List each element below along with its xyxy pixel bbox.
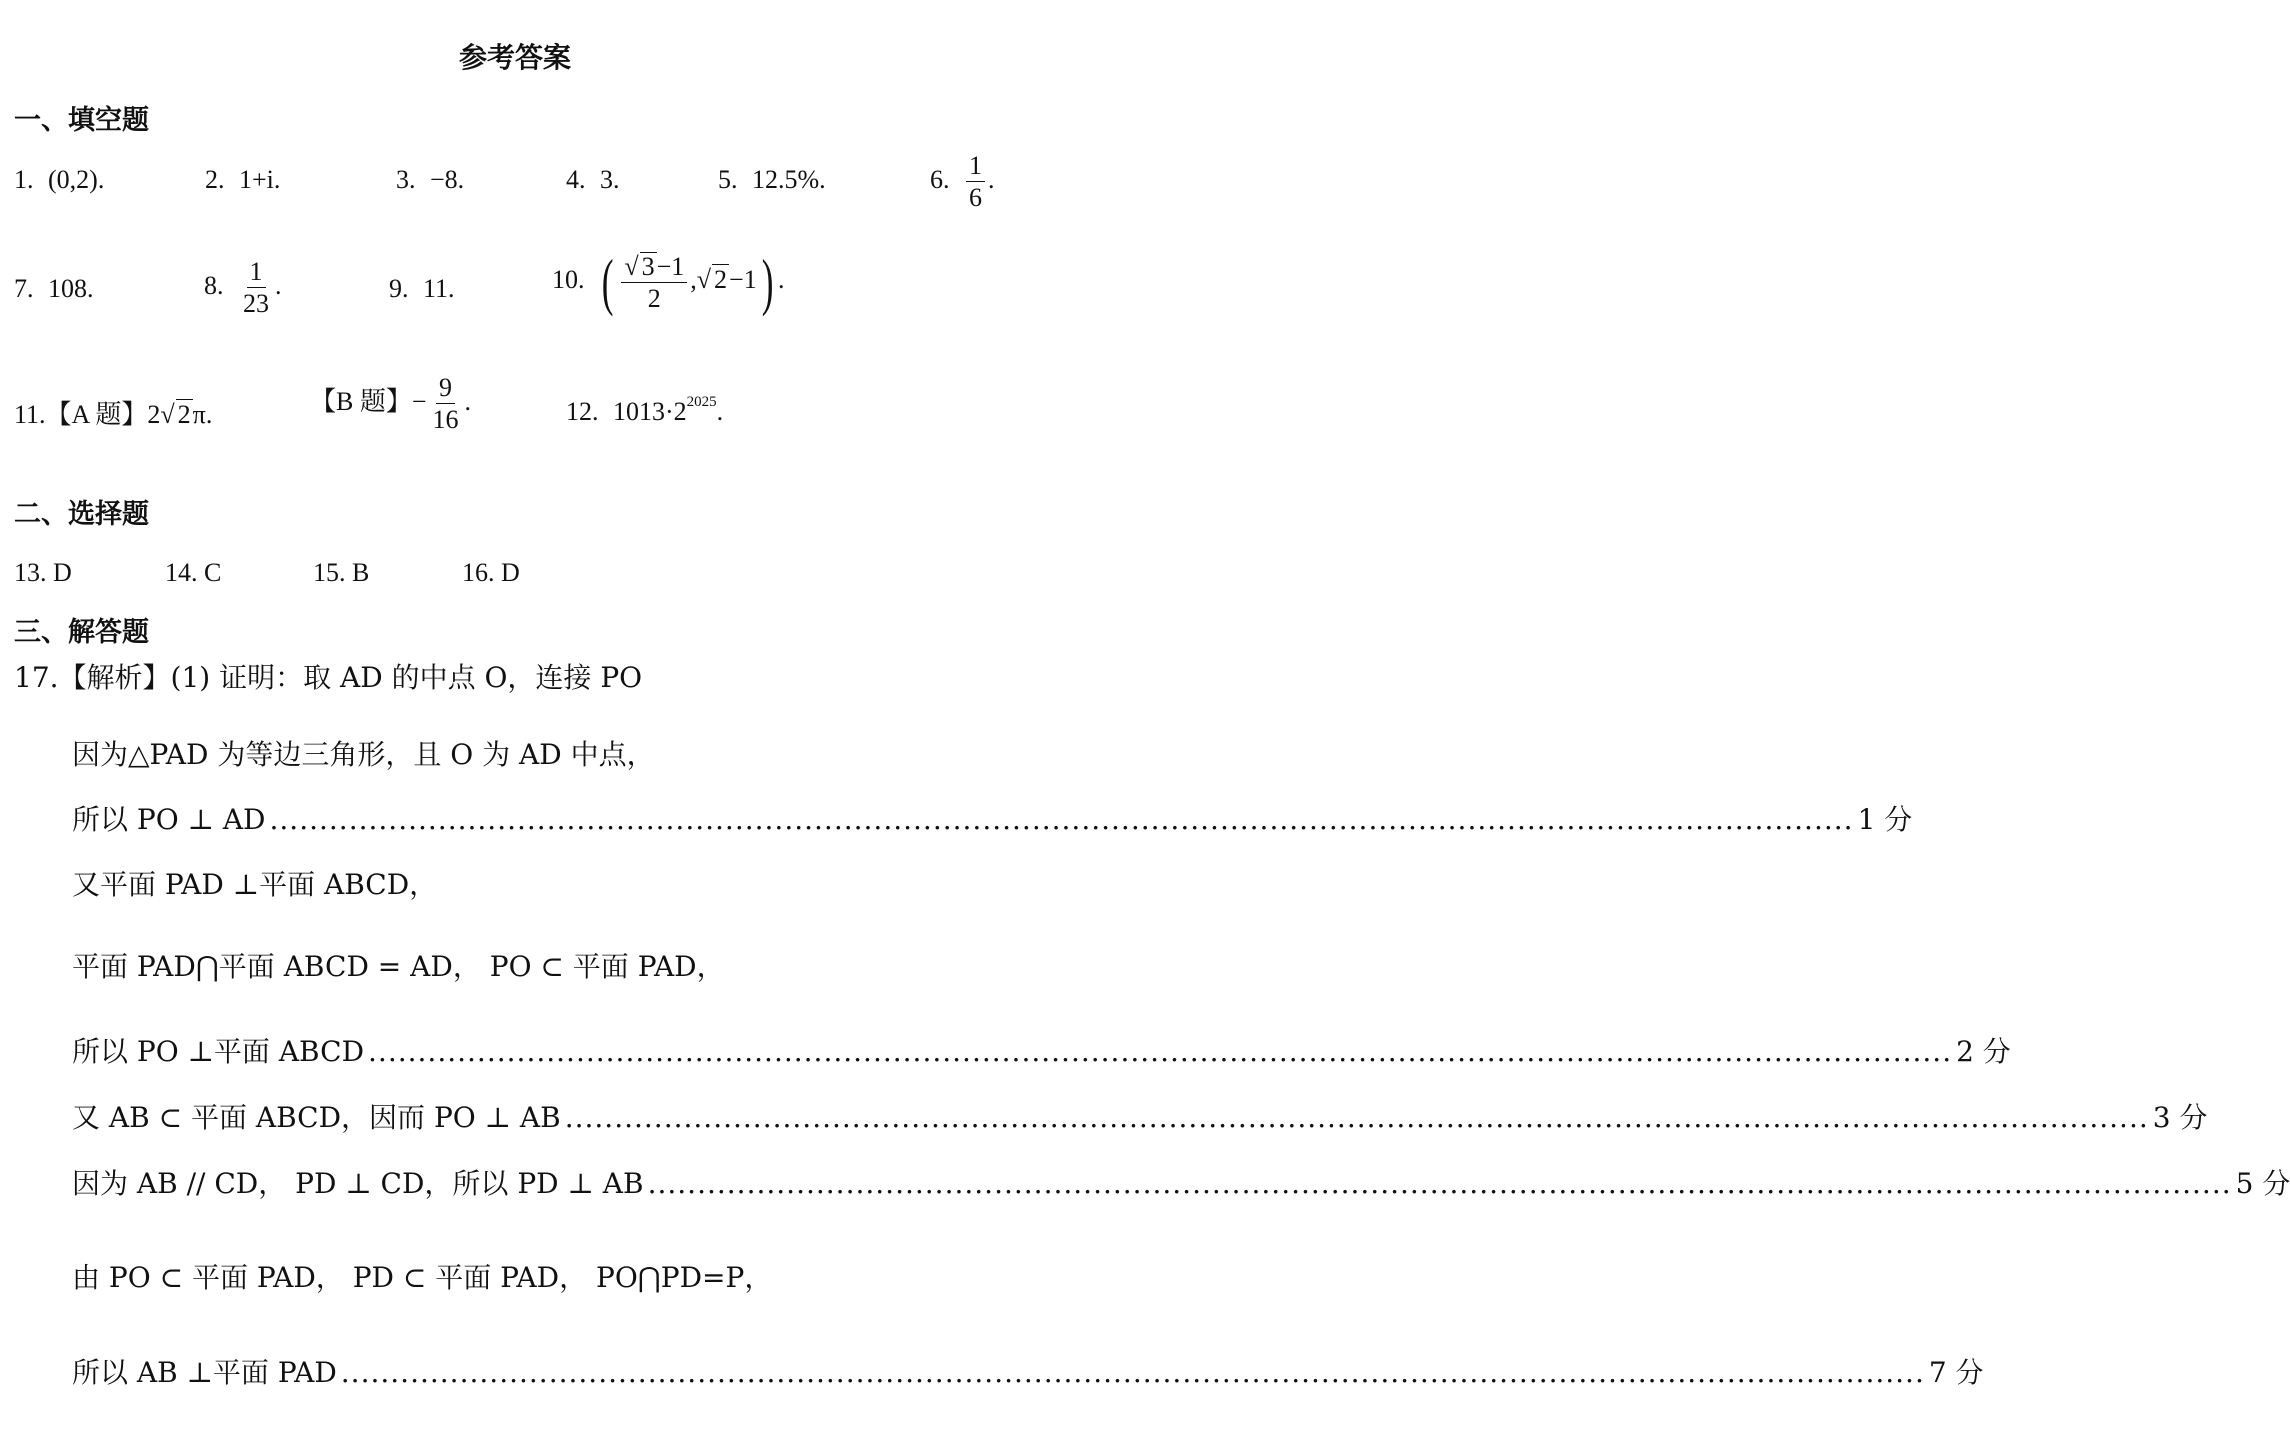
q11-b-denominator: 16	[432, 405, 459, 435]
proof-line-6	[72, 1096, 2208, 1136]
q10-left-paren: (	[601, 246, 614, 317]
proof-line-3: 又平面 PAD ⊥平面 ABCD，	[72, 868, 438, 901]
q7-answer: 108	[48, 274, 87, 303]
q6-numerator: 1	[966, 152, 985, 182]
q6-denominator: 6	[969, 183, 982, 213]
q12-number: 12.	[566, 397, 599, 426]
q11-b-fraction	[430, 374, 462, 434]
q3-number: 3.	[396, 165, 416, 194]
q7-number: 7.	[14, 274, 34, 303]
q10-radicand-2: 2	[714, 264, 728, 294]
proof-line-9-text: 所以 AB ⊥平面 PAD	[72, 1356, 337, 1389]
choice-14: 14. C	[165, 558, 222, 587]
answer-6	[930, 152, 995, 212]
answer-4	[566, 165, 620, 195]
q10-numerator: √ 3−1	[621, 252, 687, 283]
q11-b-sign: −	[411, 386, 427, 416]
answer-2	[205, 165, 280, 195]
q10-radicand-1: 3	[641, 251, 655, 281]
q4-number: 4.	[566, 165, 586, 194]
proof-line-8: 由 PO ⊂ 平面 PAD， PD ⊂ 平面 PAD， PO⋂PD=P，	[72, 1261, 773, 1294]
section-choice: 二、选择题	[14, 499, 149, 530]
q6-fraction	[966, 152, 985, 212]
proof-line-7-score: 5 分	[2235, 1167, 2290, 1200]
q10-period: .	[778, 264, 785, 294]
q12-base: 1013·2	[613, 397, 687, 426]
q10-right-paren: )	[761, 246, 774, 317]
choice-16: 16. D	[462, 558, 520, 587]
section-solutions: 三、解答题	[14, 617, 149, 648]
answer-9	[389, 274, 455, 304]
q10-minus-2: −1	[729, 264, 757, 294]
q3-answer: −8	[430, 165, 458, 194]
answer-5	[718, 165, 826, 195]
q8-period: .	[275, 270, 282, 300]
q4-period: .	[613, 165, 620, 194]
page-title: 参考答案	[458, 41, 571, 74]
choice-15: 15. B	[313, 558, 370, 587]
q1-answer: (0,2)	[48, 165, 98, 194]
answer-12	[566, 394, 723, 427]
proof-line-2-score: 1 分	[1857, 803, 1913, 836]
proof-line-6-text: 又 AB ⊂ 平面 ABCD，因而 PO ⊥ AB	[72, 1101, 561, 1134]
q8-number: 8.	[204, 270, 224, 300]
q10-fraction	[621, 252, 687, 313]
q3-period: .	[457, 165, 465, 194]
q2-period: .	[273, 165, 281, 194]
q1-number: 1.	[14, 165, 34, 194]
q7-period: .	[87, 274, 94, 303]
proof-line-1: 因为△PAD 为等边三角形，且 O 为 AD 中点，	[72, 738, 655, 771]
answer-11b	[310, 374, 471, 434]
q8-numerator: 1	[247, 258, 266, 288]
proof-line-2-leader: ................................................................................................................................................................	[269, 803, 1854, 836]
q5-period: .	[819, 165, 826, 194]
q6-period: .	[988, 164, 995, 194]
q2-answer: 1+i	[239, 165, 274, 194]
q9-answer: 11	[423, 274, 449, 303]
proof-line-4: 平面 PAD⋂平面 ABCD = AD， PO ⊂ 平面 PAD，	[72, 950, 725, 983]
proof-line-5	[72, 1030, 2011, 1070]
q5-number: 5.	[718, 165, 738, 194]
q17-heading: 17.【解析】(1) 证明：取 AD 的中点 O，连接 PO	[14, 661, 643, 694]
q4-answer: 3	[600, 165, 613, 194]
answer-7	[14, 274, 94, 304]
answer-1	[14, 165, 104, 195]
proof-line-9	[72, 1351, 1984, 1391]
q6-number: 6.	[930, 164, 950, 194]
answer-8	[204, 258, 282, 318]
q11-a-pi: π	[192, 400, 206, 429]
proof-line-6-score: 3 分	[2152, 1101, 2208, 1134]
proof-line-7-text: 因为 AB // CD， PD ⊥ CD，所以 PD ⊥ AB	[72, 1167, 644, 1200]
answer-10: 10. ( $\frac{√ 3-1}{2}$ ,√ 2−1) .	[552, 246, 785, 317]
q11-a-period: .	[205, 400, 213, 429]
proof-line-5-text: 所以 PO ⊥平面 ABCD	[72, 1035, 365, 1068]
q2-number: 2.	[205, 165, 225, 194]
proof-line-9-leader: ................................................................................................................................................................	[340, 1356, 1925, 1389]
q9-period: .	[448, 274, 455, 303]
answer-3	[396, 165, 464, 195]
q11-number: 11.	[14, 400, 46, 429]
proof-line-5-leader: ................................................................................................................................................................	[368, 1035, 1953, 1068]
section-fill-in: 一、填空题	[14, 105, 149, 136]
q10-denominator: 2	[647, 284, 661, 313]
proof-line-7-leader: ................................................................................................................................................................	[647, 1167, 2232, 1200]
q9-number: 9.	[389, 274, 409, 303]
proof-line-6-leader: ................................................................................................................................................................	[564, 1101, 2149, 1134]
q12-period: .	[716, 397, 724, 426]
q12-exponent: 2025	[686, 394, 717, 410]
proof-line-5-score: 2 分	[1956, 1035, 2011, 1068]
q11-a-radicand: 2	[177, 400, 191, 429]
q8-denominator: 23	[243, 289, 269, 319]
proof-line-9-score: 7 分	[1928, 1356, 1984, 1389]
q10-minus-1: −1	[656, 251, 685, 281]
q11-a-label: 【A 题】	[45, 400, 148, 429]
proof-line-2-text: 所以 PO ⊥ AD	[72, 803, 266, 836]
q1-period: .	[97, 165, 105, 194]
q8-fraction	[240, 258, 272, 318]
q11-b-period: .	[464, 386, 472, 416]
q11-b-numerator: 9	[436, 374, 455, 404]
q5-answer: 12.5%	[752, 165, 820, 194]
q11-a-coef: 2	[147, 400, 161, 429]
answer-11a: 11.【A 题】2√ 2π.	[14, 400, 213, 429]
q10-comma: ,	[690, 264, 697, 294]
q10-number: 10.	[552, 264, 585, 294]
choice-13: 13. D	[14, 558, 72, 587]
q11-b-label: 【B 题】	[310, 386, 412, 416]
proof-line-7	[72, 1162, 2290, 1202]
proof-line-2	[72, 798, 1913, 838]
